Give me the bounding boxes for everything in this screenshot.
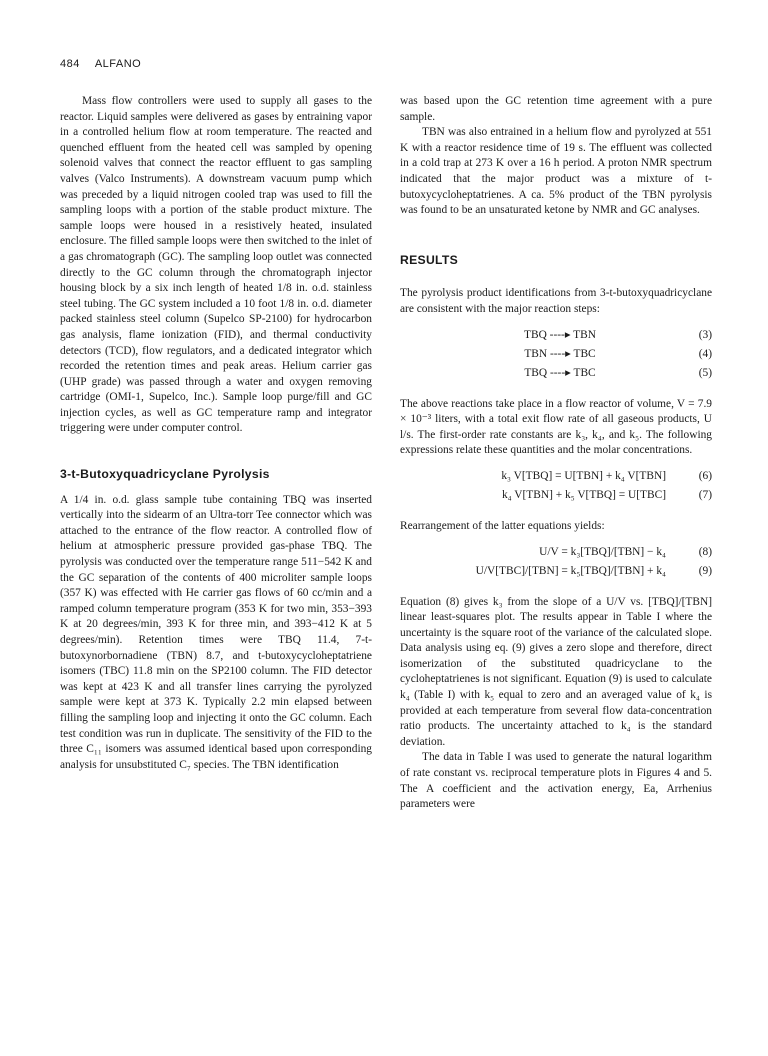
equation-body: TBQ ----▸ TBC: [524, 366, 596, 379]
equation-6: [400, 469, 712, 488]
paragraph: The pyrolysis product identifications from 3-t-butoxyquadricyclane are consistent with the major reaction steps:: [400, 287, 712, 315]
equation-body: TBN ----▸ TBC: [524, 347, 596, 360]
equation-body: U/V = k₃[TBQ]/[TBN] − k₄: [539, 545, 666, 558]
paragraph: Rearrangement of the latter equations yields:: [400, 519, 605, 532]
equation-number: (6): [698, 469, 712, 482]
running-title: ALFANO: [94, 58, 142, 70]
equation-4: [400, 347, 712, 366]
equation-body: k₄ V[TBN] + k₅ V[TBQ] = U[TBC]: [501, 488, 666, 501]
paragraph: Equation (8) gives k₃ from the slope of a U/V vs. [TBQ]/[TBN] linear least-squares plot. The results appear in Table I where the uncertainty is the square root of the variance of the calculated slope. Data analysis using eq. (9) gives a zero slope and therefore, direct isomerization of the substituted quadricyclane to the cycloheptatrienes is not significant. Equation (9) is used to calculate k₄ (Table I) with k₅ equal to zero and an averaged value of k₄ is provided at each temperature from several flow data-concentration ratio products. The uncertainty attached to k₄ is the standard deviation.: [400, 595, 712, 748]
paragraph: A 1/4 in. o.d. glass sample tube containing TBQ was inserted vertically into the sidearm of an Ultra-torr Tee connector which was attached to the entrance of the flow reactor. A controlled flow of helium at atmospheric pressure provided gas-phase TBQ. The pyrolysis was conducted over the temperature range 511−542 K and the GC separation of the contents of 400 microliter sample loops (357 K) was effected with He carrier gas flows of 60 cc/min and a ramped column temperature program (353 K for two min, 353−393 K at 20 degrees/min, 393 K for three min, and 393−412 K at 5 degrees/min). Retention times were TBQ 11.4, 7-t-butoxynorbornadiene (TBN) 8.7, and t-butoxycycloheptatriene isomers (TBC) 11.8 min on the SP2100 column. The FID detector was kept at 423 K and all transfer lines carrying the pyrolyzed sample were kept at 373 K. Typically 2.2 min elapsed between filling the sampling loop and injecting it onto the GC column. Each test condition was run in duplicate. The sensitivity of the FID to the three C₁₁ isomers was assumed identical based upon corresponding analysis for unsubstituted C₇ species. The TBN identification: [60, 493, 372, 771]
equation-number: (4): [698, 347, 712, 360]
paragraph: was based upon the GC retention time agreement with a pure sample.: [400, 95, 712, 123]
equation-body: k₃ V[TBQ] = U[TBN] + k₄ V[TBN]: [501, 469, 666, 482]
equation-number: (7): [698, 488, 712, 501]
right-column: [400, 94, 712, 813]
equation-3: [400, 328, 712, 347]
paragraph: Mass flow controllers were used to supply all gases to the reactor. Liquid samples were delivered as gases by entraining vapor in a controlled helium flow at room temperature. The reacted and quenched effluent from the heated cell was sampled by opening solenoid valves that connect the reactor effluent to gas sampling valves (Valco Instruments). A downstream vacuum pump which was preceded by a liquid nitrogen cooled trap was used to fill the sampling loops with a portion of the stable product mixture. The sample loops were housed in a resistively heated, insulated enclosure. The filled sample loops were then switched to the inlet of a gas chromatograph (GC). The sampling loop outlet was connected directly to the GC column through the chromatograph injector housing block by a six inch length of heated 1/8 in. o.d. stainless steel tubing. The GC system included a 10 foot 1/8 in. o.d. diameter packed stainless steel column (Supelco SP-2100) for hydrocarbon gas analysis, flame ionization (FID), and thermal conductivity detectors (TCD), flow regulators, and a dedicated integrator which recorded the retention times and peak areas. Helium carrier gas (UHP grade) was passed through a water and oxygen removing cartridge (OMI-1, Supelco, Inc.). Sample loop purge/fill and GC injection cycles, as well as GC temperature ramp and integrator triggering were under computer control.: [60, 95, 372, 435]
running-header: [60, 58, 141, 70]
equation-number: (5): [698, 366, 712, 379]
section-heading: 3-t-Butoxyquadricyclane Pyrolysis: [60, 467, 270, 482]
left-column: [60, 94, 372, 773]
equation-7: [400, 488, 712, 507]
equation-5: [400, 366, 712, 385]
paragraph: The data in Table I was used to generate the natural logarithm of rate constant vs. reciprocal temperature plots in Figures 4 and 5. The A coefficient and the activation energy, Ea, Arrhenius parameters were: [400, 751, 712, 811]
equation-body: TBQ ----▸ TBN: [524, 328, 596, 341]
equation-8: [400, 545, 712, 564]
paragraph: The above reactions take place in a flow reactor of volume, V = 7.9 × 10⁻³ liters, with a total exit flow rate of all gaseous products, U l/s. The first-order rate constants are k₃, k₄, and k₅. The following expressions relate these quantities and the molar concentrations.: [400, 397, 712, 457]
equation-9: [400, 564, 712, 583]
section-heading: RESULTS: [400, 252, 459, 267]
equation-number: (8): [698, 545, 712, 558]
equation-number: (9): [698, 564, 712, 577]
equation-body: U/V[TBC]/[TBN] = k₅[TBQ]/[TBN] + k₄: [475, 564, 666, 577]
page-number: 484: [60, 58, 80, 70]
paragraph: TBN was also entrained in a helium flow and pyrolyzed at 551 K with a reactor residence time of 19 s. The effluent was collected in a cold trap at 273 K over a 16 h period. A proton NMR spectrum indicated that the major product was a mixture of t-butoxycycloheptatrienes. A ca. 5% product of the TBN pyrolysis was found to be an unsaturated ketone by NMR and GC analyses.: [400, 126, 712, 217]
equation-number: (3): [698, 328, 712, 341]
